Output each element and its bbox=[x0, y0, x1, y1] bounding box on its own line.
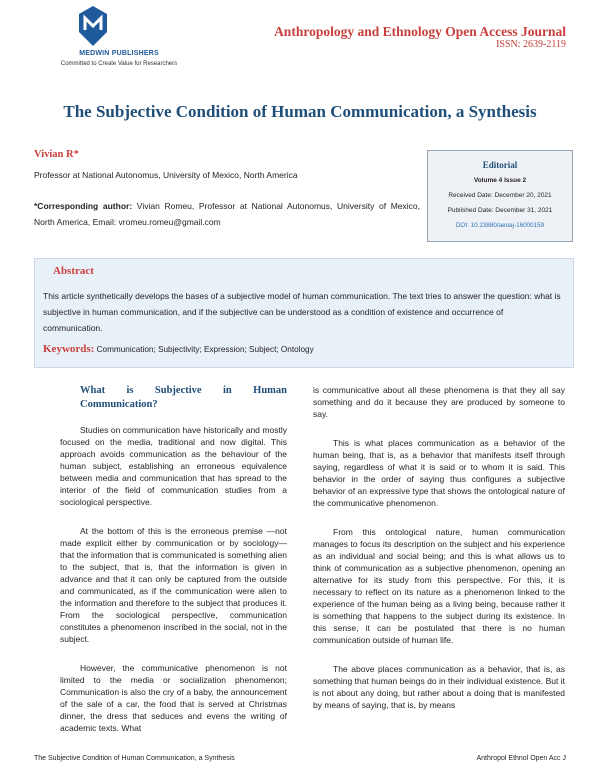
article-info-box bbox=[427, 150, 573, 242]
doi-link[interactable]: DOI: 10.23880/aeoaj-16000159 bbox=[455, 222, 545, 229]
corresponding-text: Vivian Romeu, Professor at National Autonomus, University of Mexico, North America, Email: vromeu.romeu@gmail.com bbox=[34, 201, 420, 227]
publisher-logo bbox=[54, 6, 184, 68]
journal-issn: ISSN: 2639-2119 bbox=[496, 39, 566, 50]
received-date: Received Date: December 20, 2021 bbox=[448, 192, 552, 199]
publisher-name: MEDWIN PUBLISHERS bbox=[79, 50, 159, 57]
author-affiliation: Professor at National Autonomus, University of Mexico, North America bbox=[34, 170, 298, 180]
article-type: Editorial bbox=[482, 160, 518, 170]
paragraph: is communicative about all these phenomena is that they all say something and do it because they are produced by someone to say. bbox=[313, 385, 565, 419]
section-heading-line1: What is Subjective in Human bbox=[80, 385, 287, 396]
paragraph: However, the communicative phenomenon is not limited to the media or socialization phenomenon; Communication is also the cry of a baby, the announcement of the sale of a car, the food that is served at Christmas dinner, the dress that seduces and evens the writing of academic texts. What bbox=[60, 663, 287, 733]
keywords-list: Communication; Subjectivity; Expression; Subject; Ontology bbox=[96, 345, 314, 354]
body-column-right bbox=[313, 384, 565, 728]
journal-name: Anthropology and Ethnology Open Access Journal bbox=[274, 24, 566, 39]
paragraph: The above places communication as a behavior, that is, as something that human beings do in their individual existence. But it is not about any doing, but rather about a doing that is manifested by means of saying, that is, by means bbox=[313, 664, 565, 710]
medwin-logo-icon bbox=[79, 6, 107, 46]
section-heading-line2: Communication? bbox=[80, 399, 158, 410]
publisher-tagline: Committed to Create Value for Researchers bbox=[60, 61, 178, 67]
corresponding-author bbox=[34, 198, 420, 230]
paragraph: Studies on communication have historically and mostly focused on the media, traditional and now digital. This approach avoids communication as the behaviour of the human subject, establishing an erroneous equivalence between media and communication that has spread to the interior of the field of communication studies from a sociological perspective. bbox=[60, 425, 287, 507]
paragraph: This is what places communication as a behavior of the human being, that is, as a behavior that manifests itself through saying, regardless of what it is said or to whom it is said. This behavior in the order of saying thus configures a subjective behavior of an expressive type that shows the ontological nature of the communicative phenomenon. bbox=[313, 438, 565, 508]
footer-journal-abbrev: Anthropol Ethnol Open Acc J bbox=[476, 755, 566, 762]
corresponding-label: *Corresponding author: bbox=[34, 201, 133, 211]
abstract-heading: Abstract bbox=[53, 265, 94, 277]
paragraph: At the bottom of this is the erroneous premise —not made explicit either by communication or by sociology— that the information that is communicated is something alien to the subject, that is, that the information is given in advance and that it can only be captured from the outside and communicated, as if the communication were alien to the information and therefore to the subject that produces it. From the sociological perspective, communication constitutes a phenomenon inscribed in the social, not in the subject. bbox=[60, 526, 287, 644]
keywords bbox=[43, 343, 314, 355]
article-title: The Subjective Condition of Human Communication, a Synthesis bbox=[63, 102, 537, 121]
abstract-box bbox=[34, 258, 574, 368]
volume-issue: Volume 4 Issue 2 bbox=[473, 177, 527, 184]
keywords-label: Keywords: bbox=[43, 343, 95, 355]
published-date: Published Date: December 31, 2021 bbox=[447, 207, 553, 214]
author-name: Vivian R* bbox=[34, 149, 79, 160]
body-column-left bbox=[60, 384, 287, 751]
abstract-text: This article synthetically develops the bases of a subjective model of human communication. The text tries to answer the question: what is subjective in human communication, and if the subjective can be understood as a condition of existence and occurrence of communication. bbox=[43, 291, 561, 333]
footer-article-title: The Subjective Condition of Human Communication, a Synthesis bbox=[34, 755, 235, 762]
paragraph: From this ontological nature, human communication manages to focus its description on the subject and his experience as an individual and social being; and this is what allows us to think of communication as a subjective phenomenon, opening an alternative for its study from this perspective. For this, it is necessary to reflect on its nature as a phenomenon linked to the experience of the human being as a living being, because rather it is something that happens to the subject during its existence. In this sense, it can be postulated that there is no human communication outside of human life. bbox=[313, 527, 565, 645]
